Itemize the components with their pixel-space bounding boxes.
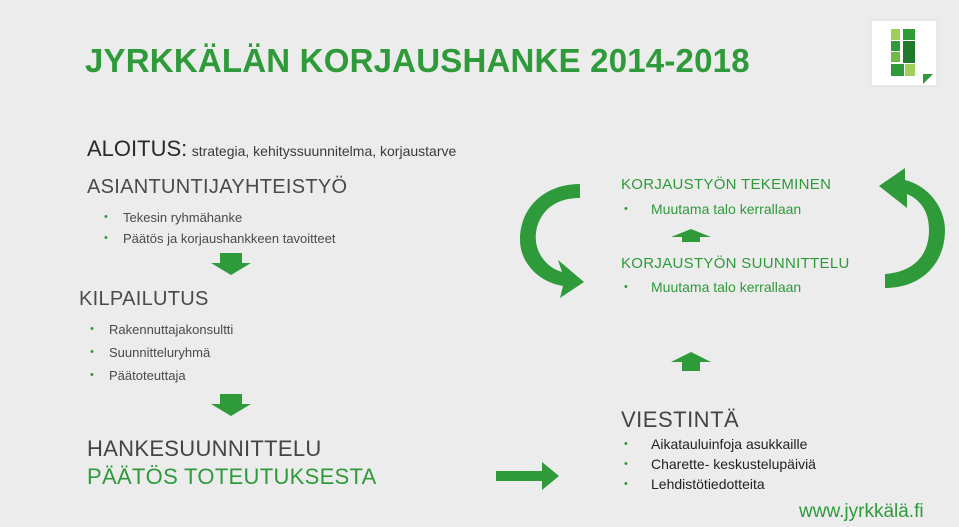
arrow-down-icon xyxy=(210,394,252,418)
list-item: • Suunnitteluryhmä xyxy=(87,341,233,364)
kilpailutus-heading: KILPAILUTUS xyxy=(79,288,209,310)
bullet-icon: • xyxy=(624,281,628,293)
cycle-arrow-left-icon xyxy=(518,178,588,298)
aloitus-text: strategia, kehityssuunnitelma, korjaustarve xyxy=(191,143,457,159)
list-item: • Muutama talo kerrallaan xyxy=(624,201,802,217)
list-item: • Päätös ja korjaushankkeen tavoitteet xyxy=(101,228,335,249)
suunnittelu-heading: KORJAUSTYÖN SUUNNITTELU xyxy=(621,255,850,272)
asiantuntija-heading: ASIANTUNTIJAYHTEISTYÖ xyxy=(87,176,348,198)
bullet-icon: • xyxy=(624,458,628,470)
arrow-right-icon xyxy=(496,462,562,492)
list-item: • Muutama talo kerrallaan xyxy=(624,279,802,295)
bullet-icon: • xyxy=(104,232,108,244)
paatos-heading: PÄÄTÖS TOTEUTUKSESTA xyxy=(87,464,377,489)
bullet-icon: • xyxy=(624,203,628,215)
list-item: • Charette- keskustelupäiviä xyxy=(624,456,816,472)
bullet-icon: • xyxy=(624,478,628,490)
list-item: • Aikatauluinfoja asukkaille xyxy=(624,436,808,452)
list-item: • Päätoteuttaja xyxy=(87,364,233,387)
list-item: • Rakennuttajakonsultti xyxy=(87,318,233,341)
bullet-icon: • xyxy=(90,346,94,358)
arrow-down-icon xyxy=(210,253,252,277)
viestinta-list xyxy=(621,434,816,494)
bullet-icon: • xyxy=(104,211,108,223)
bullet-icon: • xyxy=(90,369,94,381)
aloitus-line xyxy=(87,136,456,162)
arrow-up-icon xyxy=(670,352,712,372)
list-item: • Lehdistötiedotteita xyxy=(624,476,765,492)
aloitus-label: ALOITUS: xyxy=(87,136,188,161)
website-link[interactable]: www.jyrkkälä.fi xyxy=(799,501,924,522)
list-item: • Tekesin ryhmähanke xyxy=(101,207,335,228)
viestinta-heading: VIESTINTÄ xyxy=(621,407,740,432)
tekeminen-list xyxy=(621,200,801,218)
asiantuntija-list xyxy=(101,207,335,249)
kilpailutus-list xyxy=(87,318,233,387)
bullet-icon: • xyxy=(90,323,94,335)
hankesuunnittelu-heading: HANKESUUNNITTELU xyxy=(87,436,322,461)
bullet-icon: • xyxy=(624,438,628,450)
cycle-arrow-right-icon xyxy=(877,168,949,292)
jyrkkala-logo-icon xyxy=(871,20,937,86)
page-title: JYRKKÄLÄN KORJAUSHANKE 2014-2018 xyxy=(85,42,750,79)
arrow-up-icon xyxy=(670,229,712,243)
tekeminen-heading: KORJAUSTYÖN TEKEMINEN xyxy=(621,176,832,193)
suunnittelu-list xyxy=(621,278,801,296)
